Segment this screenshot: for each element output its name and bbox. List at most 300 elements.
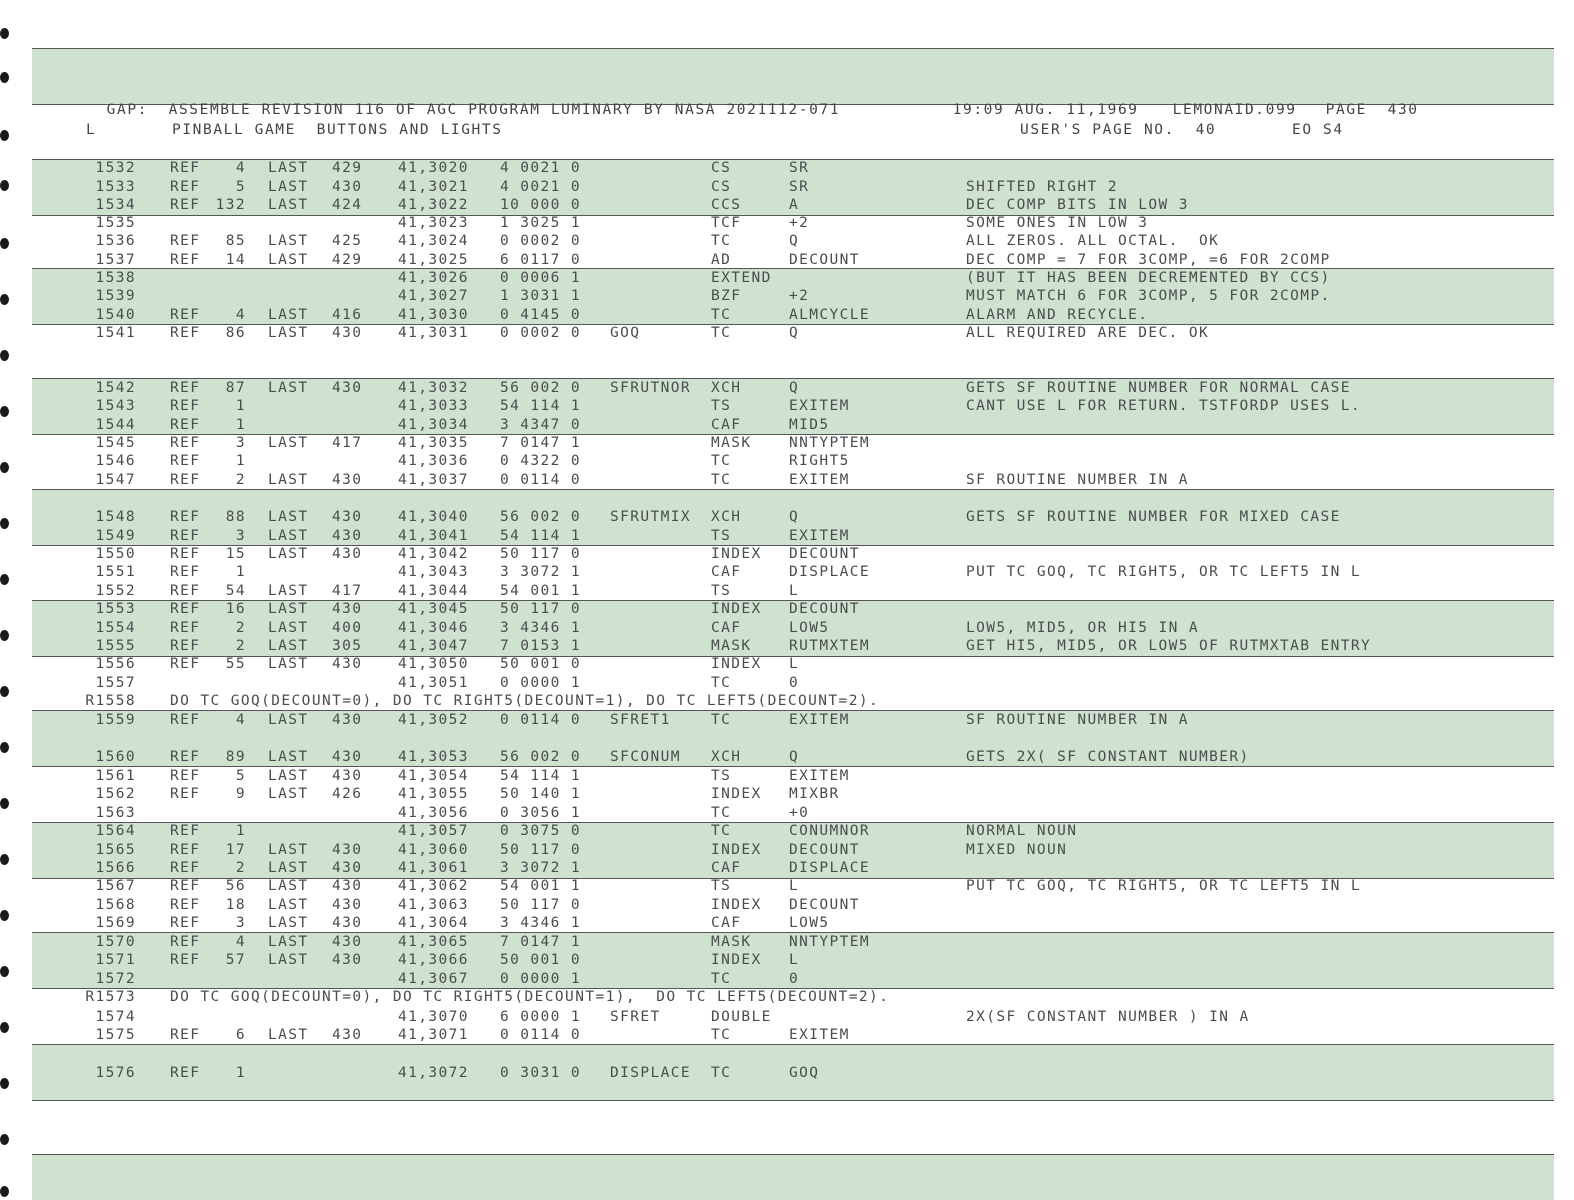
ref-count: 3	[235, 915, 246, 931]
address: 41,3041	[398, 528, 469, 544]
listing-line	[0, 914, 1554, 932]
last-label: LAST	[268, 952, 309, 968]
last-page: 430	[332, 380, 363, 396]
symbol-label: SFCONUM	[610, 749, 681, 765]
address: 41,3055	[398, 786, 469, 802]
octal-code: 3 3072 1	[500, 564, 582, 580]
ref-count: 16	[225, 601, 246, 617]
ref-count: 4	[235, 934, 246, 950]
listing-line	[0, 877, 1554, 895]
ref-label: REF	[170, 546, 201, 562]
last-page: 429	[332, 252, 363, 268]
listing-line	[0, 1064, 1554, 1082]
ref-count: 1	[235, 417, 246, 433]
address: 41,3062	[398, 878, 469, 894]
ref-label: REF	[170, 160, 201, 176]
octal-code: 7 0147 1	[500, 934, 582, 950]
address: 41,3042	[398, 546, 469, 562]
ref-count: 85	[225, 233, 246, 249]
listing-line	[0, 324, 1554, 342]
ref-label: REF	[170, 252, 201, 268]
ref-label: REF	[170, 620, 201, 636]
opcode: INDEX	[711, 952, 762, 968]
ref-count: 1	[235, 823, 246, 839]
address: 41,3045	[398, 601, 469, 617]
comment: DEC COMP = 7 FOR 3COMP, =6 FOR 2COMP	[966, 252, 1331, 268]
address: 41,3023	[398, 215, 469, 231]
octal-code: 0 0114 0	[500, 472, 582, 488]
address: 41,3072	[398, 1065, 469, 1081]
octal-code: 54 001 1	[500, 583, 582, 599]
opcode: CS	[711, 160, 732, 176]
last-page: 430	[332, 712, 363, 728]
last-page: 430	[332, 860, 363, 876]
address: 41,3054	[398, 768, 469, 784]
octal-code: 7 0153 1	[500, 638, 582, 654]
operand: DISPLACE	[789, 860, 871, 876]
address: 41,3060	[398, 842, 469, 858]
last-label: LAST	[268, 749, 309, 765]
line-number: 1534	[95, 197, 136, 213]
divider	[32, 1154, 1554, 1155]
line-number: R1558	[85, 693, 136, 709]
opcode: MASK	[711, 435, 752, 451]
ref-label: REF	[170, 233, 201, 249]
operand: Q	[789, 325, 800, 341]
ref-count: 2	[235, 472, 246, 488]
line-number: 1543	[95, 398, 136, 414]
line-number: 1574	[95, 1009, 136, 1025]
ref-label: REF	[170, 823, 201, 839]
opcode: CCS	[711, 197, 742, 213]
ref-label: REF	[170, 1065, 201, 1081]
line-number: 1546	[95, 453, 136, 469]
divider	[32, 489, 1554, 490]
opcode: DOUBLE	[711, 1009, 772, 1025]
ref-count: 55	[225, 656, 246, 672]
opcode: TS	[711, 878, 732, 894]
address: 41,3030	[398, 307, 469, 323]
listing-line	[0, 287, 1554, 305]
line-number: 1575	[95, 1027, 136, 1043]
listing-line	[0, 804, 1554, 822]
last-label: LAST	[268, 325, 309, 341]
line-number: 1561	[95, 768, 136, 784]
octal-code: 54 114 1	[500, 768, 582, 784]
opcode: TC	[711, 805, 732, 821]
opcode: INDEX	[711, 546, 762, 562]
last-label: LAST	[268, 252, 309, 268]
operand: RIGHT5	[789, 453, 850, 469]
last-label: LAST	[268, 934, 309, 950]
listing-line	[0, 951, 1554, 969]
opcode: EXTEND	[711, 270, 772, 286]
listing-line	[0, 251, 1554, 269]
address: 41,3071	[398, 1027, 469, 1043]
listing-line	[0, 822, 1554, 840]
comment: GETS SF ROUTINE NUMBER FOR NORMAL CASE	[966, 380, 1351, 396]
operand: Q	[789, 380, 800, 396]
address: 41,3047	[398, 638, 469, 654]
listing-line	[0, 619, 1554, 637]
line-number: 1565	[95, 842, 136, 858]
line-number: 1533	[95, 179, 136, 195]
comment: MIXED NOUN	[966, 842, 1068, 858]
octal-code: 6 0117 0	[500, 252, 582, 268]
opcode: TC	[711, 675, 732, 691]
listing-line	[0, 859, 1554, 877]
opcode: TC	[711, 325, 732, 341]
opcode: INDEX	[711, 897, 762, 913]
listing-line	[0, 600, 1554, 618]
listing-line	[0, 582, 1554, 600]
opcode: XCH	[711, 749, 742, 765]
ref-count: 3	[235, 528, 246, 544]
listing-line	[0, 196, 1554, 214]
address: 41,3066	[398, 952, 469, 968]
ref-count: 4	[235, 307, 246, 323]
remark-text: DO TC GOQ(DECOUNT=0), DO TC RIGHT5(DECOUNT=1), DO TC LEFT5(DECOUNT=2).	[170, 989, 890, 1005]
address: 41,3021	[398, 179, 469, 195]
last-page: 430	[332, 325, 363, 341]
comment: SHIFTED RIGHT 2	[966, 179, 1118, 195]
octal-code: 6 0000 1	[500, 1009, 582, 1025]
line-number: 1536	[95, 233, 136, 249]
line-number: 1532	[95, 160, 136, 176]
ref-label: REF	[170, 307, 201, 323]
operand: 0	[789, 971, 800, 987]
assembly-timestamp: 19:09 AUG. 11,1969	[952, 102, 1139, 118]
ref-label: REF	[170, 509, 201, 525]
opcode: TCF	[711, 215, 742, 231]
opcode: CAF	[711, 915, 742, 931]
octal-code: 50 117 0	[500, 546, 582, 562]
listing-line	[0, 655, 1554, 673]
last-page: 429	[332, 160, 363, 176]
last-label: LAST	[268, 509, 309, 525]
line-number: 1570	[95, 934, 136, 950]
line-number: 1564	[95, 823, 136, 839]
opcode: INDEX	[711, 601, 762, 617]
address: 41,3025	[398, 252, 469, 268]
comment: PUT TC GOQ, TC RIGHT5, OR TC LEFT5 IN L	[966, 564, 1362, 580]
ref-count: 18	[225, 897, 246, 913]
ref-label: REF	[170, 656, 201, 672]
operand: GOQ	[789, 1065, 820, 1081]
opcode: TC	[711, 1065, 732, 1081]
user-page-number: USER'S PAGE NO. 40	[1020, 122, 1217, 138]
address: 41,3067	[398, 971, 469, 987]
opcode: CAF	[711, 620, 742, 636]
opcode: TC	[711, 823, 732, 839]
comment: ALL REQUIRED ARE DEC. OK	[966, 325, 1210, 341]
opcode: TC	[711, 971, 732, 987]
last-label: LAST	[268, 712, 309, 728]
listing-line	[0, 674, 1554, 692]
last-label: LAST	[268, 435, 309, 451]
listing-line	[0, 1026, 1554, 1044]
last-page: 400	[332, 620, 363, 636]
ref-count: 2	[235, 638, 246, 654]
listing-line	[0, 527, 1554, 545]
address: 41,3020	[398, 160, 469, 176]
octal-code: 50 117 0	[500, 601, 582, 617]
operand: DECOUNT	[789, 842, 860, 858]
operand: MIXBR	[789, 786, 840, 802]
operand: SR	[789, 160, 810, 176]
address: 41,3053	[398, 749, 469, 765]
line-number: 1544	[95, 417, 136, 433]
last-label: LAST	[268, 583, 309, 599]
ref-label: REF	[170, 583, 201, 599]
line-number: 1535	[95, 215, 136, 231]
ref-label: REF	[170, 1027, 201, 1043]
last-label: LAST	[268, 197, 309, 213]
line-number: 1559	[95, 712, 136, 728]
address: 41,3044	[398, 583, 469, 599]
listing-line	[0, 841, 1554, 859]
ref-count: 87	[225, 380, 246, 396]
last-page: 430	[332, 509, 363, 525]
ref-label: REF	[170, 417, 201, 433]
address: 41,3022	[398, 197, 469, 213]
line-number: 1542	[95, 380, 136, 396]
ref-label: REF	[170, 528, 201, 544]
comment: (BUT IT HAS BEEN DECREMENTED BY CCS)	[966, 270, 1331, 286]
last-page: 430	[332, 179, 363, 195]
opcode: TC	[711, 233, 732, 249]
punch-hole	[0, 350, 9, 361]
line-number: 1566	[95, 860, 136, 876]
last-page: 430	[332, 472, 363, 488]
listing-line	[0, 214, 1554, 232]
line-number: 1552	[95, 583, 136, 599]
address: 41,3063	[398, 897, 469, 913]
operand: +2	[789, 215, 810, 231]
ref-label: REF	[170, 860, 201, 876]
octal-code: 3 4346 1	[500, 620, 582, 636]
octal-code: 56 002 0	[500, 509, 582, 525]
octal-code: 0 3075 0	[500, 823, 582, 839]
octal-code: 3 4347 0	[500, 417, 582, 433]
ref-count: 9	[235, 786, 246, 802]
ref-label: REF	[170, 749, 201, 765]
opcode: CAF	[711, 860, 742, 876]
assembly-file: LEMONAID.099	[1172, 102, 1297, 118]
ref-count: 86	[225, 325, 246, 341]
opcode: TC	[711, 453, 732, 469]
opcode: TS	[711, 398, 732, 414]
listing-line	[0, 748, 1554, 766]
line-number: 1550	[95, 546, 136, 562]
divider	[32, 1044, 1554, 1045]
ref-count: 57	[225, 952, 246, 968]
last-label: LAST	[268, 860, 309, 876]
listing-line	[0, 416, 1554, 434]
operand: Q	[789, 509, 800, 525]
ref-label: REF	[170, 897, 201, 913]
octal-code: 54 114 1	[500, 528, 582, 544]
ref-count: 1	[235, 564, 246, 580]
octal-code: 0 3031 0	[500, 1065, 582, 1081]
listing-line	[0, 434, 1554, 452]
ref-label: REF	[170, 325, 201, 341]
listing-line	[0, 988, 1554, 1006]
operand: CONUMNOR	[789, 823, 871, 839]
address: 41,3035	[398, 435, 469, 451]
line-number: 1551	[95, 564, 136, 580]
last-label: LAST	[268, 878, 309, 894]
operand: SR	[789, 179, 810, 195]
comment: LOW5, MID5, OR HI5 IN A	[966, 620, 1199, 636]
last-page: 430	[332, 1027, 363, 1043]
operand: DECOUNT	[789, 601, 860, 617]
operand: 0	[789, 675, 800, 691]
ref-label: REF	[170, 601, 201, 617]
last-page: 430	[332, 601, 363, 617]
divider	[32, 1100, 1554, 1101]
ref-count: 132	[215, 197, 246, 213]
listing-line	[0, 232, 1554, 250]
octal-code: 0 0002 0	[500, 325, 582, 341]
comment: ALL ZEROS. ALL OCTAL. OK	[966, 233, 1220, 249]
last-label: LAST	[268, 620, 309, 636]
octal-code: 0 0000 1	[500, 675, 582, 691]
ref-label: REF	[170, 952, 201, 968]
operand: EXITEM	[789, 472, 850, 488]
octal-code: 3 3072 1	[500, 860, 582, 876]
paper-band	[32, 1154, 1554, 1200]
listing-line	[0, 637, 1554, 655]
opcode: TS	[711, 583, 732, 599]
operand: A	[789, 197, 800, 213]
symbol-label: SFRET	[610, 1009, 661, 1025]
octal-code: 50 001 0	[500, 952, 582, 968]
last-label: LAST	[268, 380, 309, 396]
comment: GETS SF ROUTINE NUMBER FOR MIXED CASE	[966, 509, 1341, 525]
address: 41,3052	[398, 712, 469, 728]
opcode: MASK	[711, 934, 752, 950]
comment: SF ROUTINE NUMBER IN A	[966, 472, 1189, 488]
symbol-label: DISPLACE	[610, 1065, 692, 1081]
punch-hole	[0, 1186, 9, 1197]
ref-label: REF	[170, 768, 201, 784]
operand: NNTYPTEM	[789, 934, 871, 950]
line-number: 1556	[95, 656, 136, 672]
address: 41,3057	[398, 823, 469, 839]
opcode: XCH	[711, 380, 742, 396]
octal-code: 50 117 0	[500, 842, 582, 858]
operand: DECOUNT	[789, 546, 860, 562]
ref-label: REF	[170, 453, 201, 469]
ref-count: 54	[225, 583, 246, 599]
octal-code: 54 114 1	[500, 398, 582, 414]
ref-label: REF	[170, 435, 201, 451]
last-label: LAST	[268, 1027, 309, 1043]
address: 41,3026	[398, 270, 469, 286]
log-marker: L	[86, 122, 97, 138]
last-page: 430	[332, 749, 363, 765]
address: 41,3036	[398, 453, 469, 469]
symbol-label: SFRET1	[610, 712, 671, 728]
operand: EXITEM	[789, 712, 850, 728]
address: 41,3056	[398, 805, 469, 821]
operand: EXITEM	[789, 528, 850, 544]
line-number: 1538	[95, 270, 136, 286]
octal-code: 50 001 0	[500, 656, 582, 672]
operand: DECOUNT	[789, 252, 860, 268]
operand: DECOUNT	[789, 897, 860, 913]
octal-code: 7 0147 1	[500, 435, 582, 451]
address: 41,3051	[398, 675, 469, 691]
last-label: LAST	[268, 546, 309, 562]
address: 41,3040	[398, 509, 469, 525]
line-number: 1569	[95, 915, 136, 931]
address: 41,3033	[398, 398, 469, 414]
opcode: TS	[711, 768, 732, 784]
comment: MUST MATCH 6 FOR 3COMP, 5 FOR 2COMP.	[966, 288, 1331, 304]
octal-code: 10 000 0	[500, 197, 582, 213]
opcode: TC	[711, 1027, 732, 1043]
comment: CANT USE L FOR RETURN. TSTFORDP USES L.	[966, 398, 1362, 414]
listing-line	[0, 767, 1554, 785]
last-label: LAST	[268, 179, 309, 195]
punch-hole	[0, 130, 9, 141]
listing-line	[0, 159, 1554, 177]
last-page: 305	[332, 638, 363, 654]
last-label: LAST	[268, 307, 309, 323]
symbol-label: SFRUTMIX	[610, 509, 692, 525]
line-number: 1560	[95, 749, 136, 765]
last-label: LAST	[268, 160, 309, 176]
operand: LOW5	[789, 915, 830, 931]
address: 41,3024	[398, 233, 469, 249]
octal-code: 0 4145 0	[500, 307, 582, 323]
address: 41,3034	[398, 417, 469, 433]
operand: L	[789, 583, 800, 599]
listing-line	[0, 306, 1554, 324]
listing-header-file	[1152, 86, 1297, 118]
ref-count: 15	[225, 546, 246, 562]
octal-code: 0 0006 1	[500, 270, 582, 286]
octal-code: 3 4346 1	[500, 915, 582, 931]
operand: DISPLACE	[789, 564, 871, 580]
last-page: 430	[332, 934, 363, 950]
listing-line	[0, 471, 1554, 489]
listing-line	[0, 711, 1554, 729]
line-number: 1553	[95, 601, 136, 617]
last-page: 430	[332, 878, 363, 894]
ref-label: REF	[170, 398, 201, 414]
line-number: R1573	[85, 989, 136, 1005]
octal-code: 4 0021 0	[500, 179, 582, 195]
operand: Q	[789, 233, 800, 249]
page-number: PAGE 430	[1325, 102, 1419, 118]
opcode: AD	[711, 252, 732, 268]
listing-header	[86, 86, 840, 118]
punch-hole	[0, 1134, 9, 1145]
ref-label: REF	[170, 878, 201, 894]
listing-line	[0, 379, 1554, 397]
listing-header-page	[1305, 86, 1419, 118]
last-page: 430	[332, 915, 363, 931]
line-number: 1554	[95, 620, 136, 636]
octal-code: 0 0002 0	[500, 233, 582, 249]
ref-label: REF	[170, 786, 201, 802]
operand: NNTYPTEM	[789, 435, 871, 451]
last-page: 417	[332, 435, 363, 451]
line-number: 1572	[95, 971, 136, 987]
